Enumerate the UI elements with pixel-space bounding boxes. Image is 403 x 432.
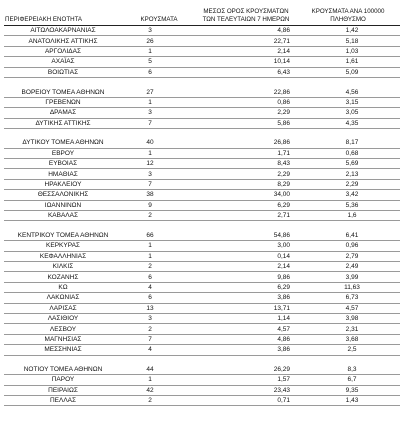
table-row (4, 282, 400, 292)
table-row (4, 108, 400, 118)
table-row (4, 190, 400, 200)
cases-cell: 13 (122, 303, 196, 313)
cases-cell: 7 (122, 334, 196, 344)
region-cell: ΓΡΕΒΕΝΩΝ (4, 97, 122, 107)
per-100000-cell: 1,61 (296, 57, 400, 67)
cases-table (4, 8, 400, 406)
table-row (4, 97, 400, 107)
region-cell: ΜΕΣΣΗΝΙΑΣ (4, 345, 122, 355)
table-spacer-row (4, 355, 400, 365)
region-cell: ΚΩ (4, 282, 122, 292)
region-cell: ΔΥΤΙΚΗΣ ΑΤΤΙΚΗΣ (4, 118, 122, 128)
per-100000-cell: 2,79 (296, 251, 400, 261)
cases-cell: 2 (122, 396, 196, 406)
per-100000-cell: 4,56 (296, 87, 400, 97)
table-row (4, 241, 400, 251)
per-100000-cell: 2,29 (296, 179, 400, 189)
table-row (4, 345, 400, 355)
region-cell: ΚΟΖΑΝΗΣ (4, 272, 122, 282)
per-100000-cell: 1,42 (296, 26, 400, 36)
table-row (4, 200, 400, 210)
per-100000-cell: 6,41 (296, 231, 400, 241)
per-100000-cell: 5,69 (296, 159, 400, 169)
average-cell: 2,14 (196, 46, 296, 56)
per-100000-cell: 2,49 (296, 261, 400, 271)
per-100000-cell: 0,96 (296, 241, 400, 251)
header-cases: ΚΡΟΥΣΜΑΤΑ (122, 8, 196, 26)
table-spacer-row (4, 128, 400, 138)
average-cell: 13,71 (196, 303, 296, 313)
table-spacer-row (4, 221, 400, 231)
cases-cell: 3 (122, 169, 196, 179)
cases-cell: 1 (122, 46, 196, 56)
table-row (4, 365, 400, 375)
average-cell: 0,14 (196, 251, 296, 261)
average-cell: 0,71 (196, 396, 296, 406)
average-cell: 3,86 (196, 345, 296, 355)
cases-cell: 5 (122, 57, 196, 67)
cases-cell: 42 (122, 385, 196, 395)
average-cell: 4,57 (196, 324, 296, 334)
average-cell: 26,29 (196, 365, 296, 375)
average-cell: 8,29 (196, 179, 296, 189)
region-cell: ΕΒΡΟΥ (4, 148, 122, 158)
cases-cell: 7 (122, 179, 196, 189)
cases-cell: 27 (122, 87, 196, 97)
per-100000-cell: 1,6 (296, 211, 400, 221)
cases-cell: 2 (122, 261, 196, 271)
cases-cell: 4 (122, 345, 196, 355)
region-cell: ΔΥΤΙΚΟΥ ΤΟΜΕΑ ΑΘΗΝΩΝ (4, 138, 122, 148)
average-cell: 2,14 (196, 261, 296, 271)
per-100000-cell: 6,7 (296, 375, 400, 385)
table-row (4, 272, 400, 282)
table-row (4, 385, 400, 395)
cases-cell: 2 (122, 324, 196, 334)
cases-cell: 2 (122, 211, 196, 221)
table-row (4, 159, 400, 169)
per-100000-cell: 5,36 (296, 200, 400, 210)
region-cell: ΝΟΤΙΟΥ ΤΟΜΕΑ ΑΘΗΝΩΝ (4, 365, 122, 375)
spacer-cell (196, 128, 296, 138)
average-cell: 2,71 (196, 211, 296, 221)
spacer-cell (122, 77, 196, 87)
table-row (4, 303, 400, 313)
average-cell: 1,57 (196, 375, 296, 385)
table-row (4, 231, 400, 241)
per-100000-cell: 3,98 (296, 313, 400, 323)
region-cell: ΜΑΓΝΗΣΙΑΣ (4, 334, 122, 344)
table-row (4, 118, 400, 128)
cases-cell: 9 (122, 200, 196, 210)
cases-cell: 3 (122, 26, 196, 36)
table-row (4, 211, 400, 221)
average-cell: 54,86 (196, 231, 296, 241)
table-row (4, 46, 400, 56)
average-cell: 6,43 (196, 67, 296, 77)
spacer-cell (296, 221, 400, 231)
spacer-cell (296, 128, 400, 138)
average-cell: 0,86 (196, 97, 296, 107)
region-cell: ΑΝΑΤΟΛΙΚΗΣ ΑΤΤΙΚΗΣ (4, 36, 122, 46)
header-seven-day-average: ΜΕΣΟΣ ΟΡΟΣ ΚΡΟΥΣΜΑΤΩΝ ΤΩΝ ΤΕΛΕΥΤΑΙΩΝ 7 ΗΜΕΡΩΝ (196, 8, 296, 26)
per-100000-cell: 3,68 (296, 334, 400, 344)
spacer-cell (196, 221, 296, 231)
average-cell: 34,00 (196, 190, 296, 200)
table-row (4, 324, 400, 334)
table-row (4, 261, 400, 271)
cases-cell: 40 (122, 138, 196, 148)
cases-cell: 12 (122, 159, 196, 169)
region-cell: ΚΕΦΑΛΛΗΝΙΑΣ (4, 251, 122, 261)
region-cell: ΠΑΡΟΥ (4, 375, 122, 385)
region-cell: ΚΕΝΤΡΙΚΟΥ ΤΟΜΕΑ ΑΘΗΝΩΝ (4, 231, 122, 241)
table-row (4, 396, 400, 406)
table-row (4, 251, 400, 261)
average-cell: 8,43 (196, 159, 296, 169)
region-cell: ΑΙΤΩΛΟΑΚΑΡΝΑΝΙΑΣ (4, 26, 122, 36)
table-row (4, 375, 400, 385)
average-cell: 10,14 (196, 57, 296, 67)
per-100000-cell: 8,17 (296, 138, 400, 148)
table-row (4, 138, 400, 148)
average-cell: 26,86 (196, 138, 296, 148)
table-row (4, 169, 400, 179)
region-cell: ΛΑΚΩΝΙΑΣ (4, 293, 122, 303)
average-cell: 4,86 (196, 26, 296, 36)
cases-cell: 3 (122, 108, 196, 118)
per-100000-cell: 3,05 (296, 108, 400, 118)
region-cell: ΔΡΑΜΑΣ (4, 108, 122, 118)
spacer-cell (196, 355, 296, 365)
cases-cell: 66 (122, 231, 196, 241)
per-100000-cell: 3,42 (296, 190, 400, 200)
average-cell: 2,29 (196, 169, 296, 179)
region-cell: ΘΕΣΣΑΛΟΝΙΚΗΣ (4, 190, 122, 200)
per-100000-cell: 4,57 (296, 303, 400, 313)
table-spacer-row (4, 77, 400, 87)
header-cases-per-100000: ΚΡΟΥΣΜΑΤΑ ΑΝΑ 100000 ΠΛΗΘΥΣΜΟ (296, 8, 400, 26)
average-cell: 6,29 (196, 200, 296, 210)
cases-cell: 6 (122, 293, 196, 303)
average-cell: 5,86 (196, 118, 296, 128)
table-row (4, 26, 400, 36)
average-cell: 9,86 (196, 272, 296, 282)
region-cell: ΚΑΒΑΛΑΣ (4, 211, 122, 221)
per-100000-cell: 2,5 (296, 345, 400, 355)
table-body (4, 26, 400, 406)
cases-cell: 1 (122, 251, 196, 261)
table-row (4, 36, 400, 46)
region-cell: ΠΕΙΡΑΙΩΣ (4, 385, 122, 395)
average-cell: 22,86 (196, 87, 296, 97)
cases-cell: 38 (122, 190, 196, 200)
region-cell: ΒΟΙΩΤΙΑΣ (4, 67, 122, 77)
average-cell: 1,14 (196, 313, 296, 323)
average-cell: 3,00 (196, 241, 296, 251)
cases-cell: 1 (122, 375, 196, 385)
average-cell: 3,86 (196, 293, 296, 303)
spacer-cell (296, 77, 400, 87)
per-100000-cell: 0,68 (296, 148, 400, 158)
region-cell: ΛΕΣΒΟΥ (4, 324, 122, 334)
per-100000-cell: 1,43 (296, 396, 400, 406)
cases-cell: 1 (122, 148, 196, 158)
cases-cell: 1 (122, 97, 196, 107)
spacer-cell (122, 221, 196, 231)
cases-cell: 44 (122, 365, 196, 375)
spacer-cell (4, 77, 122, 87)
table-row (4, 334, 400, 344)
average-cell: 6,29 (196, 282, 296, 292)
per-100000-cell: 5,18 (296, 36, 400, 46)
spacer-cell (122, 355, 196, 365)
region-cell: ΛΑΣΙΘΙΟΥ (4, 313, 122, 323)
cases-cell: 7 (122, 118, 196, 128)
table-row (4, 87, 400, 97)
region-cell: ΚΕΡΚΥΡΑΣ (4, 241, 122, 251)
header-region: ΠΕΡΙΦΕΡΕΙΑΚΗ ΕΝΟΤΗΤΑ (4, 8, 122, 26)
region-cell: ΗΜΑΘΙΑΣ (4, 169, 122, 179)
per-100000-cell: 4,35 (296, 118, 400, 128)
spacer-cell (4, 221, 122, 231)
average-cell: 4,86 (196, 334, 296, 344)
table-row (4, 148, 400, 158)
average-cell: 2,29 (196, 108, 296, 118)
average-cell: 1,71 (196, 148, 296, 158)
spacer-cell (122, 128, 196, 138)
per-100000-cell: 3,99 (296, 272, 400, 282)
region-cell: ΑΡΓΟΛΙΔΑΣ (4, 46, 122, 56)
spacer-cell (4, 128, 122, 138)
table-row (4, 313, 400, 323)
cases-cell: 3 (122, 313, 196, 323)
table-row (4, 57, 400, 67)
table-row (4, 179, 400, 189)
region-cell: ΗΡΑΚΛΕΙΟΥ (4, 179, 122, 189)
table-header-row (4, 8, 400, 26)
average-cell: 22,71 (196, 36, 296, 46)
region-cell: ΑΧΑΪΑΣ (4, 57, 122, 67)
per-100000-cell: 8,3 (296, 365, 400, 375)
region-cell: ΚΙΛΚΙΣ (4, 261, 122, 271)
average-cell: 23,43 (196, 385, 296, 395)
cases-cell: 26 (122, 36, 196, 46)
cases-cell: 6 (122, 67, 196, 77)
spacer-cell (196, 77, 296, 87)
per-100000-cell: 2,31 (296, 324, 400, 334)
region-cell: ΒΟΡΕΙΟΥ ΤΟΜΕΑ ΑΘΗΝΩΝ (4, 87, 122, 97)
table-row (4, 293, 400, 303)
spacer-cell (296, 355, 400, 365)
per-100000-cell: 11,63 (296, 282, 400, 292)
region-cell: ΕΥΒΟΙΑΣ (4, 159, 122, 169)
per-100000-cell: 9,35 (296, 385, 400, 395)
cases-cell: 1 (122, 241, 196, 251)
per-100000-cell: 3,15 (296, 97, 400, 107)
region-cell: ΙΩΑΝΝΙΝΩΝ (4, 200, 122, 210)
per-100000-cell: 5,09 (296, 67, 400, 77)
region-cell: ΠΕΛΛΑΣ (4, 396, 122, 406)
cases-cell: 6 (122, 272, 196, 282)
per-100000-cell: 6,73 (296, 293, 400, 303)
per-100000-cell: 2,13 (296, 169, 400, 179)
spacer-cell (4, 355, 122, 365)
region-cell: ΛΑΡΙΣΑΣ (4, 303, 122, 313)
per-100000-cell: 1,03 (296, 46, 400, 56)
table-row (4, 67, 400, 77)
cases-cell: 4 (122, 282, 196, 292)
